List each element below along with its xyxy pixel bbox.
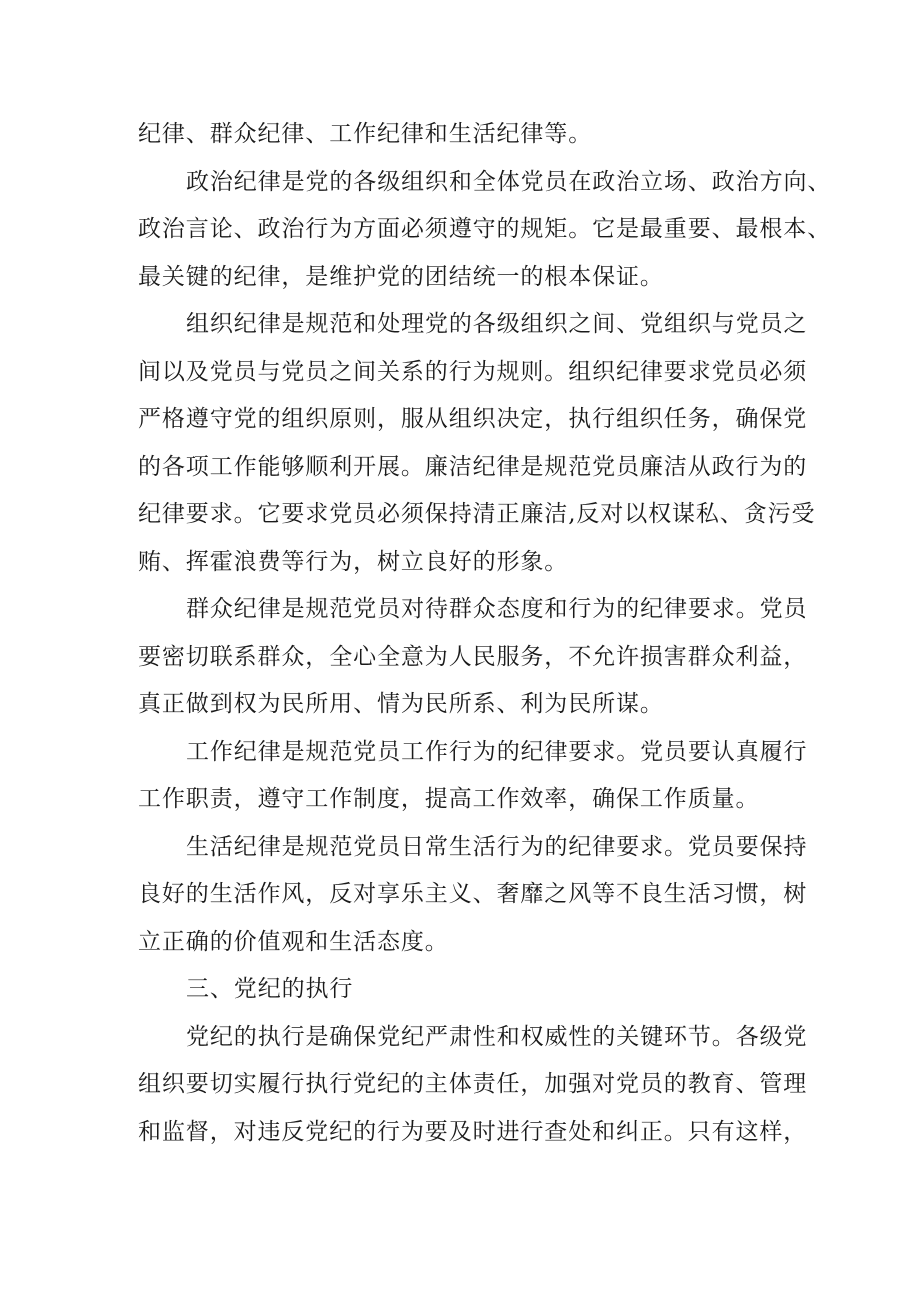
text-line: 政治言论、政治行为方面必须遵守的规矩。它是最重要、最根本、 (138, 216, 832, 242)
document-body (138, 111, 832, 1156)
text-line: 生活纪律是规范党员日常生活行为的纪律要求。党员要保持 (186, 833, 808, 860)
text-line: 党纪的执行是确保党纪严肃性和权威性的关键环节。各级党 (186, 1023, 808, 1050)
text-line: 最关键的纪律，是维护党的团结统一的根本保证。 (138, 263, 664, 290)
text-line: 间以及党员与党员之间关系的行为规则。组织纪律要求党员必须 (138, 358, 808, 385)
text-line: 和监督，对违反党纪的行为要及时进行查处和纠正。只有这样， (138, 1118, 808, 1145)
text-line: 群众纪律是规范党员对待群众态度和行为的纪律要求。党员 (186, 596, 808, 622)
text-line: 真正做到权为民所用、情为民所系、利为民所谋。 (138, 691, 664, 717)
text-line: 组织要切实履行执行党纪的主体责任，加强对党员的教育、管理 (138, 1071, 808, 1097)
text-line: 纪律、群众纪律、工作纪律和生活纪律等。 (138, 121, 593, 147)
text-line: 要密切联系群众，全心全意为人民服务，不允许损害群众利益， (138, 643, 808, 670)
text-line: 纪律要求。它要求党员必须保持清正廉洁,反对以权谋私、贪污受 (138, 501, 816, 527)
text-line: 良好的生活作风，反对享乐主义、奢靡之风等不良生活习惯，树 (138, 881, 808, 907)
text-line: 工作纪律是规范党员工作行为的纪律要求。党员要认真履行 (186, 738, 808, 765)
text-line: 政治纪律是党的各级组织和全体党员在政治立场、政治方向、 (186, 168, 832, 195)
text-line: 立正确的价值观和生活态度。 (138, 928, 449, 955)
section-heading: 三、党纪的执行 (186, 976, 354, 1002)
text-line: 的各项工作能够顺利开展。廉洁纪律是规范党员廉洁从政行为的 (138, 453, 808, 480)
text-line: 贿、挥霍浪费等行为，树立良好的形象。 (138, 548, 569, 575)
text-line: 工作职责，遵守工作制度，提高工作效率，确保工作质量。 (138, 786, 760, 812)
text-line: 组织纪律是规范和处理党的各级组织之间、党组织与党员之 (186, 311, 808, 337)
text-line: 严格遵守党的组织原则，服从组织决定，执行组织任务，确保党 (138, 406, 808, 432)
